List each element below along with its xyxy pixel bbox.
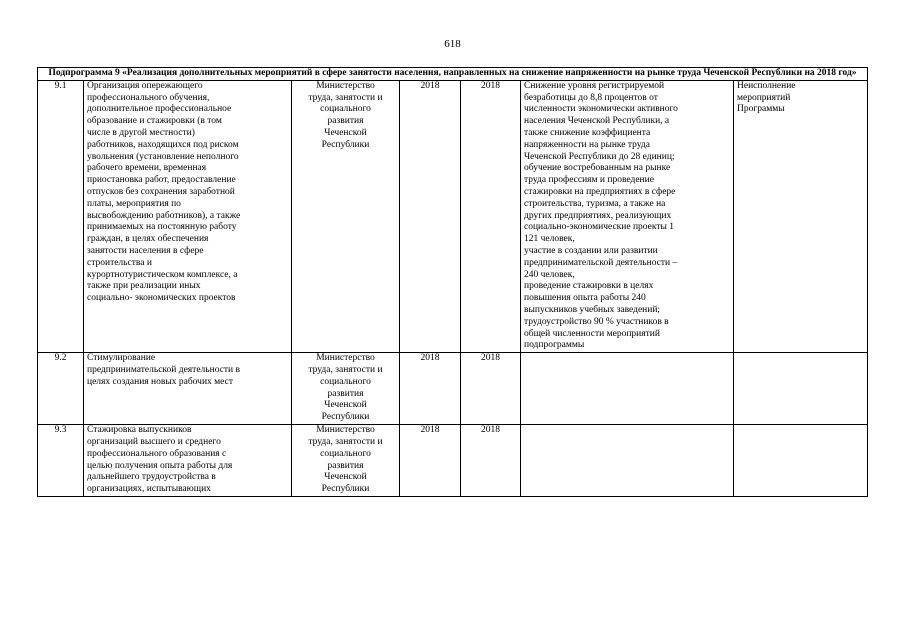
end-year: 2018 <box>461 425 521 497</box>
executor: Министерство труда, занятости и социального развития Чеченской Республики <box>292 425 400 497</box>
row-number: 9.2 <box>38 353 84 425</box>
end-year: 2018 <box>461 80 521 352</box>
expected-result: Снижение уровня регистрируемой безработицы до 8,8 процентов от численности экономически активного населения Чеченской Республики, а также снижение коэффициента напряженности на рынке труда Чеченской Республики до 28 единиц; обучение востребованным на рынке труда профессиям и проведение стажировки на предприятиях в сфере строительства, туризма, а также на других предприятиях, реализующих социально-экономические проекты 1 121 человек, участие в создании или развитии предпринимательской деятельности – 240 человек, проведение стажировки в целях повышения опыта работы 240 выпускников учебных заведений; трудоустройство 90 % участников в общей численности мероприятий подпрограммы <box>521 80 734 352</box>
measure-name: Организация опережающего профессионального обучения, дополнительное профессиональное образование и стажировки (в том числе в другой местности) работников, находящихся под риском увольнения (установление неполного рабочего времени, временная приостановка работ, предоставление отпусков без сохранения заработной платы, мероприятия по высвобождению работников), а также принимаемых на постоянную работу граждан, в целях обеспечения занятости населения в сфере строительства и курортнотуристическом комплексе, а также при реализации иных социально- экономических проектов <box>84 80 292 352</box>
measure-name: Стажировка выпускников организаций высшего и среднего профессионального образования с целью получения опыта работы для дальнейшего трудоустройства в организациях, испытывающих <box>84 425 292 497</box>
non-fulfillment-consequence <box>734 353 868 425</box>
table-row <box>38 80 868 352</box>
subprogram-header: Подпрограмма 9 «Реализация дополнительных мероприятий в сфере занятости населения, направленных на снижение напряженности на рынке труда Чеченской Республики на 2018 год» <box>38 68 868 81</box>
row-number: 9.1 <box>38 80 84 352</box>
measure-name: Стимулирование предпринимательской деятельности в целях создания новых рабочих мест <box>84 353 292 425</box>
non-fulfillment-consequence: Неисполнение мероприятий Программы <box>734 80 868 352</box>
subprogram-header-row <box>38 68 868 81</box>
row-number: 9.3 <box>38 425 84 497</box>
table-row <box>38 353 868 425</box>
executor: Министерство труда, занятости и социального развития Чеченской Республики <box>292 353 400 425</box>
page-number: 618 <box>444 38 461 50</box>
executor: Министерство труда, занятости и социального развития Чеченской Республики <box>292 80 400 352</box>
expected-result <box>521 353 734 425</box>
table-row <box>38 425 868 497</box>
start-year: 2018 <box>400 425 461 497</box>
non-fulfillment-consequence <box>734 425 868 497</box>
start-year: 2018 <box>400 353 461 425</box>
start-year: 2018 <box>400 80 461 352</box>
expected-result <box>521 425 734 497</box>
measures-table <box>37 67 868 497</box>
end-year: 2018 <box>461 353 521 425</box>
